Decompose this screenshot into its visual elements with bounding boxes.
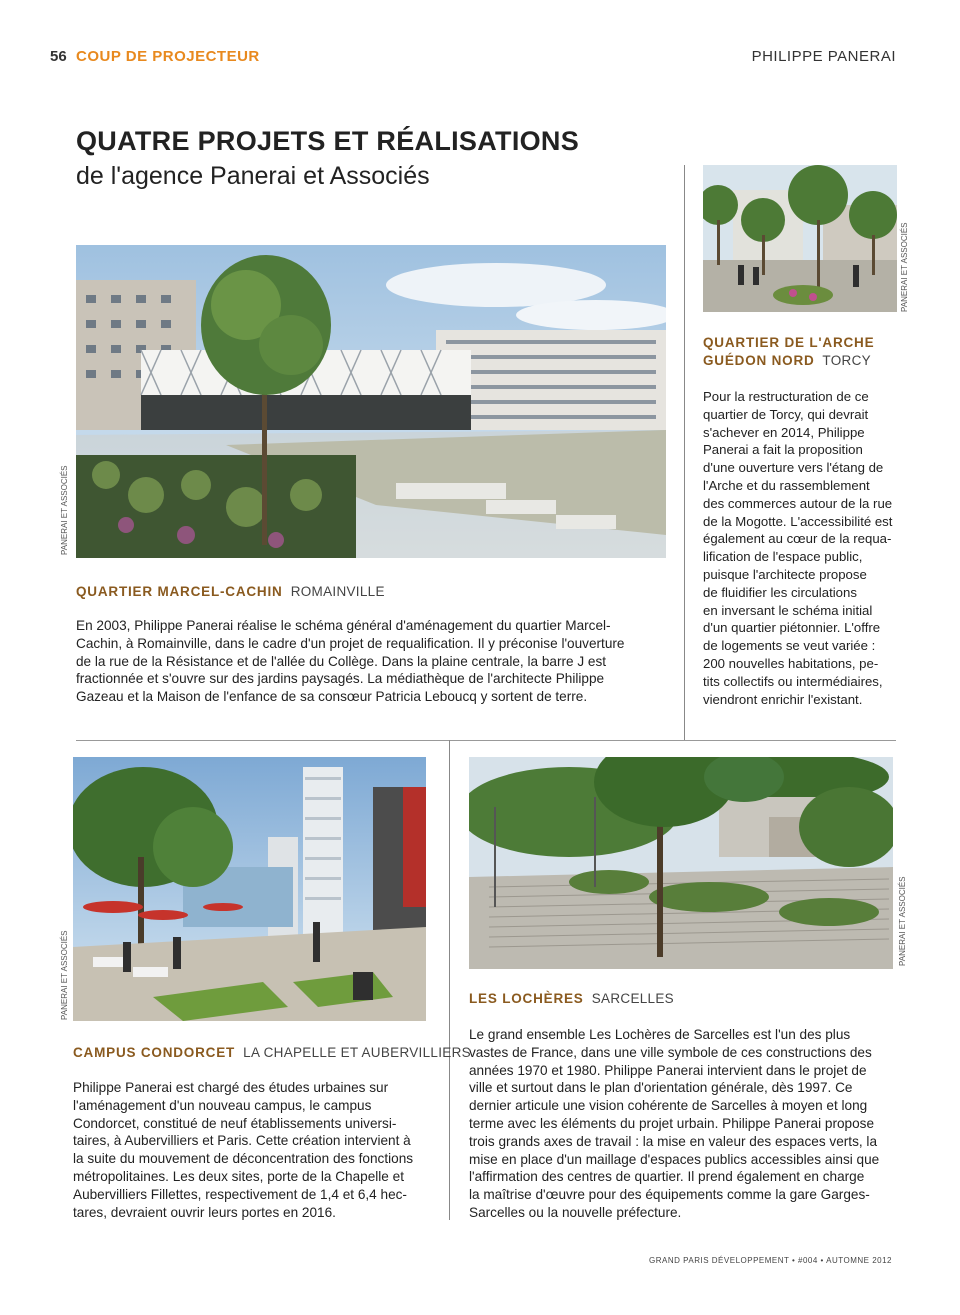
body-arche xyxy=(703,388,903,708)
section-label: COUP DE PROJECTEUR xyxy=(76,48,260,65)
text-line: Sarcelles ou la nouvelle préfecture. xyxy=(469,1204,682,1220)
text-line: également au cœur de la requa- xyxy=(703,531,892,547)
photo-credit-condorcet: PANERAI ET ASSOCIÉS xyxy=(60,930,69,1020)
body-marcel-cachin xyxy=(76,617,666,706)
text-line: viendront enrichir l'existant. xyxy=(703,691,863,707)
author-name: PHILIPPE PANERAI xyxy=(751,48,896,65)
text-line: Aubervilliers Fillettes, respectivement de 1,4 et 6,4 hec- xyxy=(73,1186,407,1202)
text-line: Le grand ensemble Les Lochères de Sarcelles est l'un des plus xyxy=(469,1027,851,1042)
text-line: tits collectifs ou intermédiaires, xyxy=(703,673,883,689)
text-line: en inversant le schéma initial xyxy=(703,602,873,618)
photo-credit-locheres: PANERAI ET ASSOCIÉS xyxy=(898,876,907,966)
project-name-arche-line2: GUÉDON NORD xyxy=(703,353,815,368)
body-locheres xyxy=(469,1026,899,1222)
text-line: l'affirmation des centres de quartier. Il prend également en charge xyxy=(469,1169,865,1185)
text-line: l'Arche et du rassemblement xyxy=(703,477,870,493)
text-line: lification de l'espace public, xyxy=(703,549,863,565)
photo-locheres xyxy=(469,757,893,969)
page-footer: GRAND PARIS DÉVELOPPEMENT • #004 • AUTOMNE 2012 xyxy=(649,1256,892,1265)
text-line: de la Mogotte. L'accessibilité est xyxy=(703,513,893,529)
text-line: Philippe Panerai est chargé des études urbaines sur xyxy=(73,1080,389,1095)
project-location-arche: TORCY xyxy=(822,353,871,368)
text-line: d'un quartier piétonnier. L'offre xyxy=(703,620,881,636)
project-name-marcel-cachin: QUARTIER MARCEL-CACHIN xyxy=(76,584,283,599)
photo-arche xyxy=(703,165,897,312)
text-line: d'une ouverture vers l'étang de xyxy=(703,460,884,476)
photo-condorcet xyxy=(73,757,426,1021)
project-location-locheres: SARCELLES xyxy=(591,991,674,1006)
text-line: la suite du mouvement de déconcentration des fonctions xyxy=(73,1151,414,1167)
photo-locheres-art xyxy=(469,757,893,969)
body-condorcet xyxy=(73,1079,433,1221)
text-line: mise en place d'un maillage d'espaces publics accessibles ainsi que xyxy=(469,1151,880,1167)
text-line: de logements se veut variée : xyxy=(703,638,876,654)
article-title: QUATRE PROJETS ET RÉALISATIONS xyxy=(76,126,580,156)
project-name-condorcet: CAMPUS CONDORCET xyxy=(73,1045,236,1060)
project-name-locheres: LES LOCHÈRES xyxy=(469,991,584,1006)
text-line: années 1970 et 1980. Philippe Panerai intervient dans le projet de xyxy=(469,1062,867,1078)
text-line: dernier articule une vision cohérente de Sarcelles à moyen et long xyxy=(469,1098,868,1114)
column-divider-top xyxy=(684,165,685,740)
text-line: ville et surtout dans le plan d'orientation générale, dès 1997. Ce xyxy=(469,1080,853,1096)
text-line: trois grands axes de travail : la mise en valeur des espaces verts, la xyxy=(469,1133,878,1149)
text-line: l'aménagement d'un nouveau campus, le campus xyxy=(73,1097,372,1113)
page-number: 56 xyxy=(50,48,67,65)
text-line: 200 nouvelles habitations, pe- xyxy=(703,655,879,671)
caption-marcel-cachin xyxy=(76,584,385,599)
photo-marcel-cachin xyxy=(76,245,666,558)
photo-marcel-cachin-art xyxy=(76,245,666,558)
caption-locheres xyxy=(469,991,674,1006)
project-name-arche-line1: QUARTIER DE L'ARCHE xyxy=(703,335,875,350)
text-line: fractionnée et s'ouvre sur des jardins paysagés. La médiathèque de l'architecte Philippe xyxy=(76,671,605,687)
column-divider-bottom xyxy=(449,740,450,1220)
text-line: En 2003, Philippe Panerai réalise le schéma général d'aménagement du quartier Marcel- xyxy=(76,618,611,633)
text-line: vastes de France, dans une ville symbole de ces constructions des xyxy=(469,1044,872,1060)
text-line: la maîtrise d'œuvre pour des équipements comme la gare Garges- xyxy=(469,1187,870,1203)
text-line: s'achever en 2014, Philippe xyxy=(703,424,865,440)
text-line: Condorcet, constitué de neuf établissements universi- xyxy=(73,1115,397,1131)
text-line: puisque l'architecte propose xyxy=(703,566,867,582)
caption-condorcet xyxy=(73,1045,471,1060)
photo-arche-art xyxy=(703,165,897,312)
text-line: Cachin, à Romainville, dans le cadre d'un projet de requalification. Il y préconise l'ouverture xyxy=(76,635,625,651)
project-location-condorcet: LA CHAPELLE ET AUBERVILLIERS xyxy=(243,1045,471,1060)
caption-arche xyxy=(703,334,874,370)
text-line: des commerces autour de la rue xyxy=(703,495,893,511)
photo-credit-arche: PANERAI ET ASSOCIÉS xyxy=(900,222,909,312)
text-line: de fluidifier les circulations xyxy=(703,584,857,600)
text-line: tares, devraient ouvrir leurs portes en 2016. xyxy=(73,1204,336,1220)
text-line: métropolitaines. Les deux sites, porte de la Chapelle et xyxy=(73,1168,404,1184)
text-line: quartier de Torcy, qui devrait xyxy=(703,406,869,422)
text-line: terme avec les éléments du projet urbain. Philippe Panerai propose xyxy=(469,1115,875,1131)
text-line: Gazeau et la Maison de l'enfance de sa consœur Patricia Leboucq y sortent de terre. xyxy=(76,689,588,705)
text-line: taires, à Aubervilliers et Paris. Cette création intervient à xyxy=(73,1133,411,1149)
text-line: de la rue de la Résistance et de l'allée du Collège. Dans la plaine centrale, la barre J est xyxy=(76,653,607,669)
project-location-marcel-cachin: ROMAINVILLE xyxy=(290,584,385,599)
photo-condorcet-art xyxy=(73,757,426,1021)
text-line: Panerai a fait la proposition xyxy=(703,442,863,458)
text-line: Pour la restructuration de ce xyxy=(703,389,869,404)
article-subtitle: de l'agence Panerai et Associés xyxy=(76,162,430,190)
photo-credit-marcel-cachin: PANERAI ET ASSOCIÉS xyxy=(60,465,69,555)
section-separator xyxy=(76,740,896,741)
